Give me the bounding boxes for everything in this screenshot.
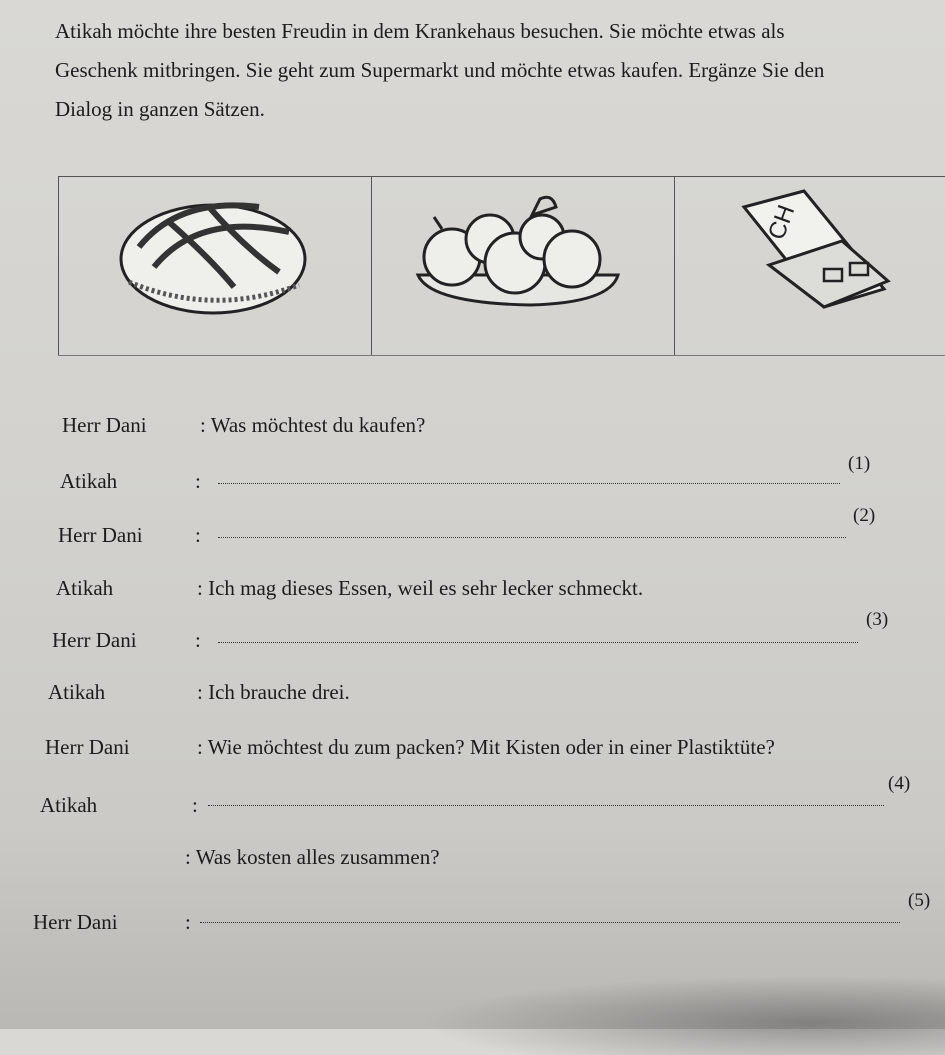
instruction-line-1: Atikah möchte ihre besten Freudin in dem Krankehaus besuchen. Sie möchte etwas als	[55, 19, 785, 43]
dialog-line-4: : Ich mag dieses Essen, weil es sehr lecker schmeckt.	[197, 576, 644, 600]
dialog-line-7: : Wie möchtest du zum packen? Mit Kisten oder in einer Plastiktüte?	[197, 735, 775, 759]
speaker-atikah-4: Atikah	[40, 793, 98, 817]
speaker-herr-dani-1: Herr Dani	[62, 413, 147, 437]
speaker-atikah-3: Atikah	[48, 680, 106, 704]
dialog-colon-3: :	[195, 523, 201, 547]
fruit-bowl-icon	[370, 177, 674, 355]
dialog-line-9: : Was kosten alles zusammen?	[185, 845, 440, 869]
answer-blank-3[interactable]	[218, 642, 858, 643]
speaker-atikah-1: Atikah	[60, 469, 118, 493]
blank-number-4: (4)	[888, 773, 911, 794]
bread-icon	[59, 177, 371, 355]
speaker-herr-dani-5: Herr Dani	[33, 910, 118, 934]
picture-cell-chocolate	[674, 177, 945, 355]
answer-blank-1[interactable]	[218, 483, 840, 484]
speaker-atikah-2: Atikah	[56, 576, 114, 600]
answer-blank-4[interactable]	[208, 805, 884, 806]
chocolate-wrapper-text: CH	[763, 201, 801, 244]
speaker-herr-dani-2: Herr Dani	[58, 523, 143, 547]
instruction-line-2: Geschenk mitbringen. Sie geht zum Supermarkt und möchte etwas kaufen. Ergänze Sie den	[55, 58, 825, 82]
picture-table	[58, 176, 945, 356]
dialog-colon-8: :	[192, 793, 198, 817]
blank-number-2: (2)	[853, 505, 876, 526]
dialog-colon-5: :	[195, 628, 201, 652]
dialog-line-1: : Was möchtest du kaufen?	[200, 413, 426, 437]
blank-number-1: (1)	[848, 453, 871, 474]
answer-blank-2[interactable]	[218, 537, 846, 538]
speaker-herr-dani-3: Herr Dani	[52, 628, 137, 652]
picture-cell-fruit	[370, 177, 675, 355]
picture-cell-bread	[58, 177, 372, 355]
blank-number-3: (3)	[866, 609, 889, 630]
speaker-herr-dani-4: Herr Dani	[45, 735, 130, 759]
dialog-colon-10: :	[185, 910, 191, 934]
blank-number-5: (5)	[908, 890, 931, 911]
chocolate-bar-icon	[674, 177, 945, 355]
dialog-colon-2: :	[195, 469, 201, 493]
dialog-line-6: : Ich brauche drei.	[197, 680, 350, 704]
instruction-line-3: Dialog in ganzen Sätzen.	[55, 97, 265, 121]
task-instructions	[55, 12, 915, 129]
photo-shadow	[420, 975, 945, 1055]
answer-blank-5[interactable]	[200, 922, 900, 923]
